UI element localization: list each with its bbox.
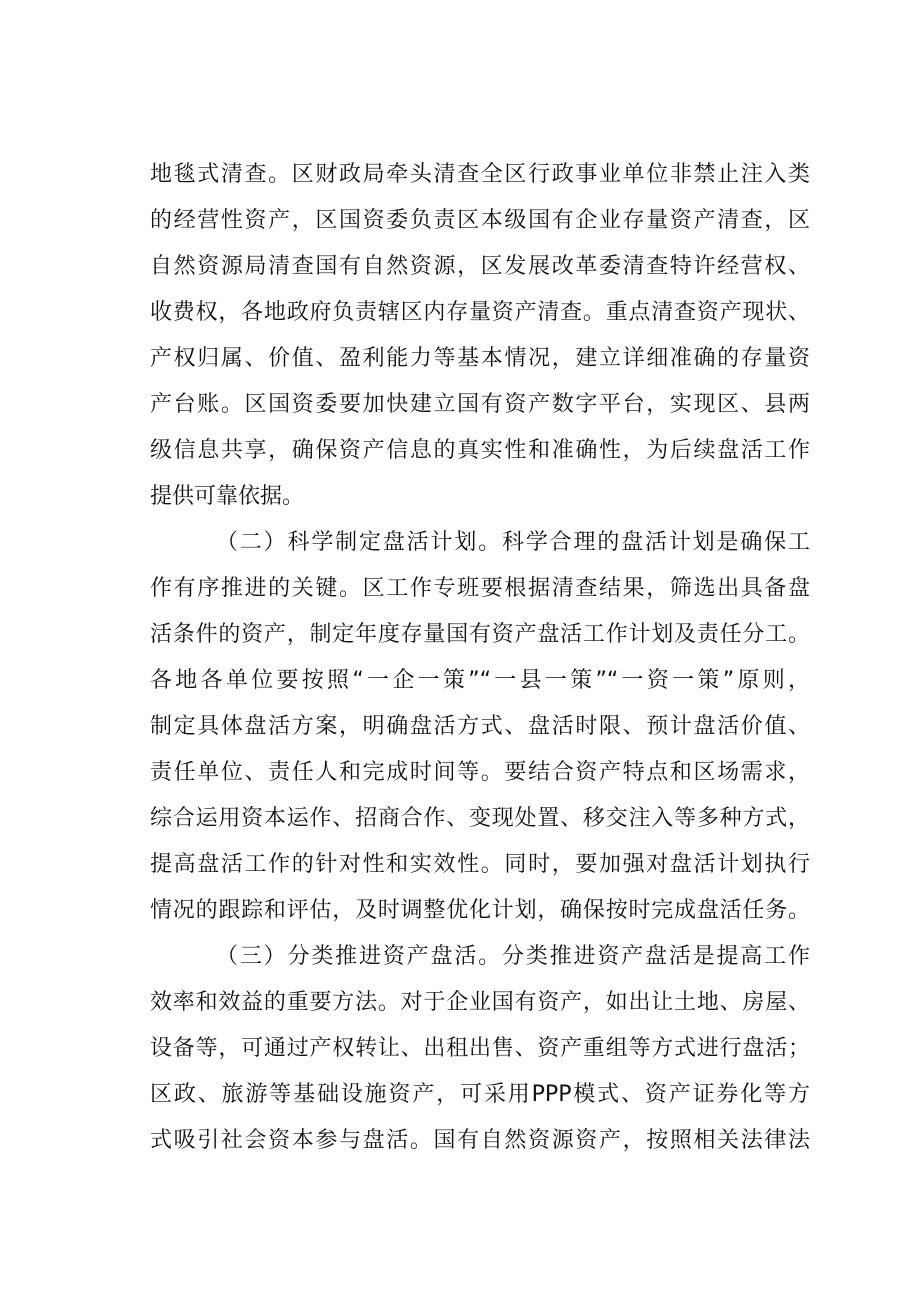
section-heading-line: （二）科学制定盘活计划。科学合理的盘活计划是确保工: [216, 530, 810, 555]
text-line: 综合运用资本运作、招商合作、变现处置、移交注入等多种方式，: [150, 806, 810, 831]
text-line: 各地各单位要按照“一企一策”“一县一策”“一资一策”原则，: [150, 668, 810, 693]
text-line: 产台账。区国资委要加快建立国有资产数字平台，实现区、县两: [150, 392, 810, 417]
text-line: 情况的跟踪和评估，及时调整优化计划，确保按时完成盘活任务。: [150, 898, 810, 923]
text-line: 收费权，各地政府负责辖区内存量资产清查。重点清查资产现状、: [150, 300, 810, 325]
text-line: 产权归属、价值、盈利能力等基本情况，建立详细准确的存量资: [150, 346, 810, 371]
text-line: 级信息共享，确保资产信息的真实性和准确性，为后续盘活工作: [150, 438, 810, 463]
text-line: 效率和效益的重要方法。对于企业国有资产，如出让土地、房屋、: [150, 990, 810, 1015]
text-line: 责任单位、责任人和完成时间等。要结合资产特点和区场需求，: [150, 760, 810, 785]
text-line: 作有序推进的关键。区工作专班要根据清查结果，筛选出具备盘: [150, 576, 810, 601]
text-line: 自然资源局清查国有自然资源，区发展改革委清查特许经营权、: [150, 254, 810, 279]
text-line: 式吸引社会资本参与盘活。国有自然资源资产，按照相关法律法: [150, 1128, 810, 1153]
text-line: 设备等，可通过产权转让、出租出售、资产重组等方式进行盘活；: [150, 1036, 810, 1061]
text-line: 地毯式清查。区财政局牵头清查全区行政事业单位非禁止注入类: [150, 162, 810, 187]
text-line: 区政、旅游等基础设施资产，可采用PPP模式、资产证券化等方: [150, 1082, 810, 1107]
text-line: 提高盘活工作的针对性和实效性。同时，要加强对盘活计划执行: [150, 852, 810, 877]
text-line: 活条件的资产，制定年度存量国有资产盘活工作计划及责任分工。: [150, 622, 810, 647]
text-line: 制定具体盘活方案，明确盘活方式、盘活时限、预计盘活价值、: [150, 714, 810, 739]
section-heading-line: （三）分类推进资产盘活。分类推进资产盘活是提高工作: [216, 944, 810, 969]
text-line: 提供可靠依据。: [150, 484, 305, 509]
text-line: 的经营性资产，区国资委负责区本级国有企业存量资产清查，区: [150, 208, 810, 233]
